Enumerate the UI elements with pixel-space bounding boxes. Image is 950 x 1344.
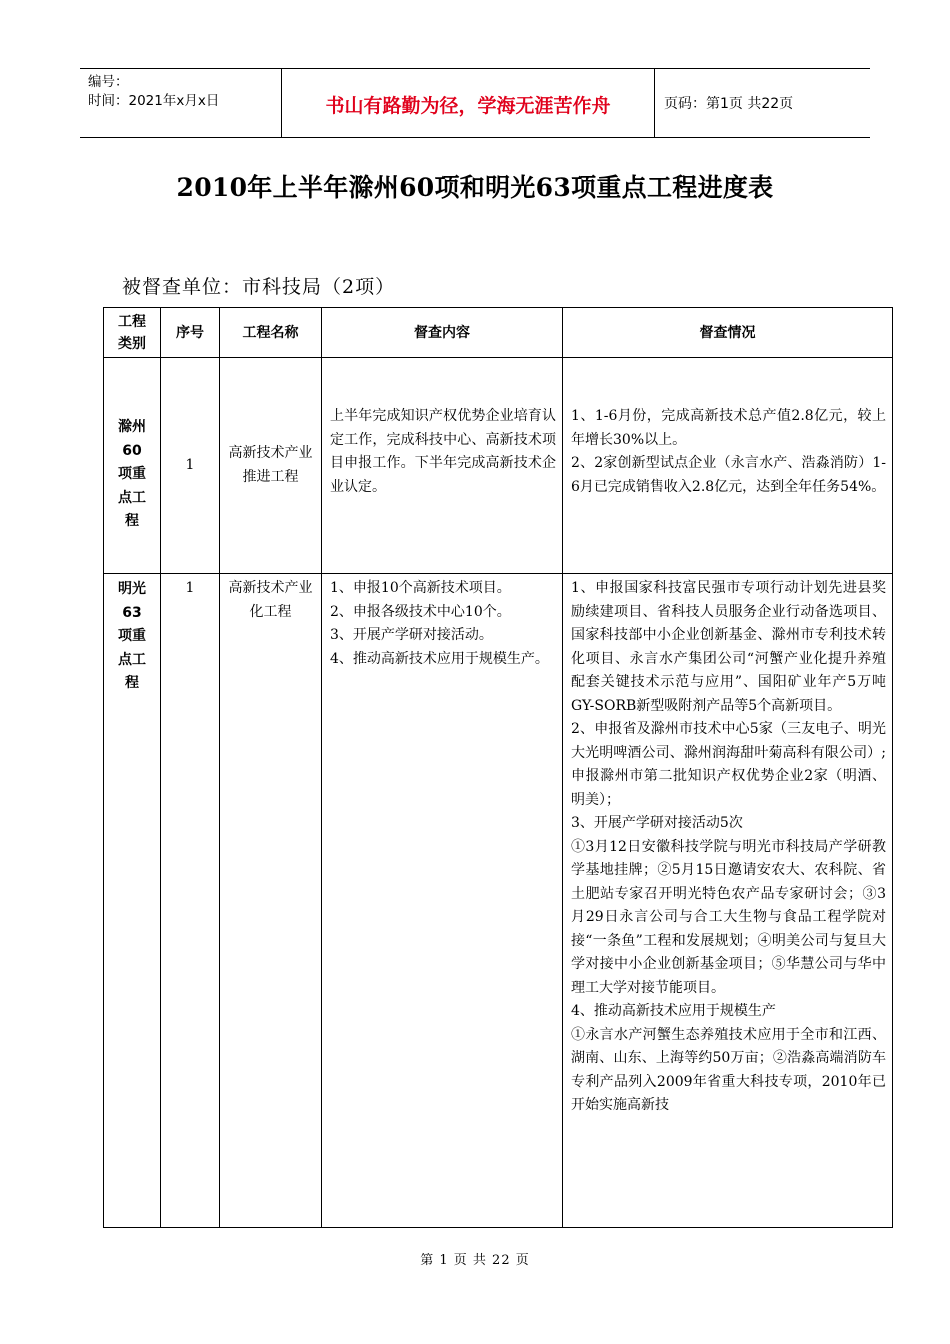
header-divider <box>654 69 655 137</box>
header-date: 时间：2021年x月x日 <box>88 93 220 109</box>
column-header: 督查情况 <box>563 308 893 358</box>
status-cell: 1、申报国家科技富民强市专项行动计划先进县奖励续建项目、省科技人员服务企业行动备选项目、国家科技部中小企业创新基金、滁州市专利技术转化项目、永言水产集团公司“河蟹产业化提升养殖配套关键技术示范与应用”、国阳矿业年产5万吨GY-SORB新型吸附剂产品等5个高新项目。 2、申报省及滁州市技术中心5家（三友电子、明光大光明啤酒公司、滁州润海甜叶菊高科有限公司）;申报滁州市第二批知识产权优势企业2家（明酒、明美）； 3、开展产学研对接活动5次 ①3月12日安徽科技学院与明光市科技局产学研教学基地挂牌；②5月15日邀请安农大、农科院、省土肥站专家召开明光特色农产品专家研讨会；③3月29日永言公司与合工大生物与食品工程学院对接“一条鱼”工程和发展规划；④明美公司与复旦大学对接中小企业创新基金项目；⑤华慧公司与华中理工大学对接节能项目。 4、推动高新技术应用于规模生产 ①永言水产河蟹生态养殖技术应用于全市和江西、湖南、山东、上海等约50万亩；②浩淼高端消防车专利产品列入2009年省重大科技专项，2010年已开始实施高新技 <box>563 574 893 1228</box>
column-header: 序号 <box>161 308 220 358</box>
content-cell: 1、申报10个高新技术项目。 2、申报各级技术中心10个。 3、开展产学研对接活动。 4、推动高新技术应用于规模生产。 <box>322 574 563 1228</box>
project-name-cell: 高新技术产业化工程 <box>220 574 322 1228</box>
project-name-cell: 高新技术产业推进工程 <box>220 358 322 574</box>
seq-cell: 1 <box>161 358 220 574</box>
table-row <box>104 574 893 1228</box>
page-footer: 第 1 页 共 22 页 <box>420 1253 530 1268</box>
page-header <box>80 68 870 138</box>
progress-table <box>103 307 893 1228</box>
header-number: 编号： <box>88 74 129 90</box>
column-header: 工程名称 <box>220 308 322 358</box>
seq-cell: 1 <box>161 574 220 1228</box>
column-header: 工程类别 <box>104 308 161 358</box>
inspected-unit: 被督查单位：市科技局（2项） <box>122 276 396 298</box>
header-motto: 书山有路勤为径，学海无涯苦作舟 <box>325 95 611 117</box>
content-cell: 上半年完成知识产权优势企业培育认定工作，完成科技中心、高新技术项目申报工作。下半年完成高新技术企业认定。 <box>322 358 563 574</box>
status-cell: 1、1-6月份，完成高新技术总产值2.8亿元，较上年增长30%以上。 2、2家创新型试点企业（永言水产、浩淼消防）1-6月已完成销售收入2.8亿元，达到全年任务54%。 <box>563 358 893 574</box>
column-header: 督查内容 <box>322 308 563 358</box>
category-cell: 明光63项重点工程 <box>104 574 161 1228</box>
header-page-number: 页码：第1页 共22页 <box>664 96 794 112</box>
category-cell: 滁州60项重点工程 <box>104 358 161 574</box>
header-meta <box>88 73 219 111</box>
table-row <box>104 358 893 574</box>
document-title: 2010年上半年滁州60项和明光63项重点工程进度表 <box>176 173 774 202</box>
table-header-row <box>104 308 893 358</box>
